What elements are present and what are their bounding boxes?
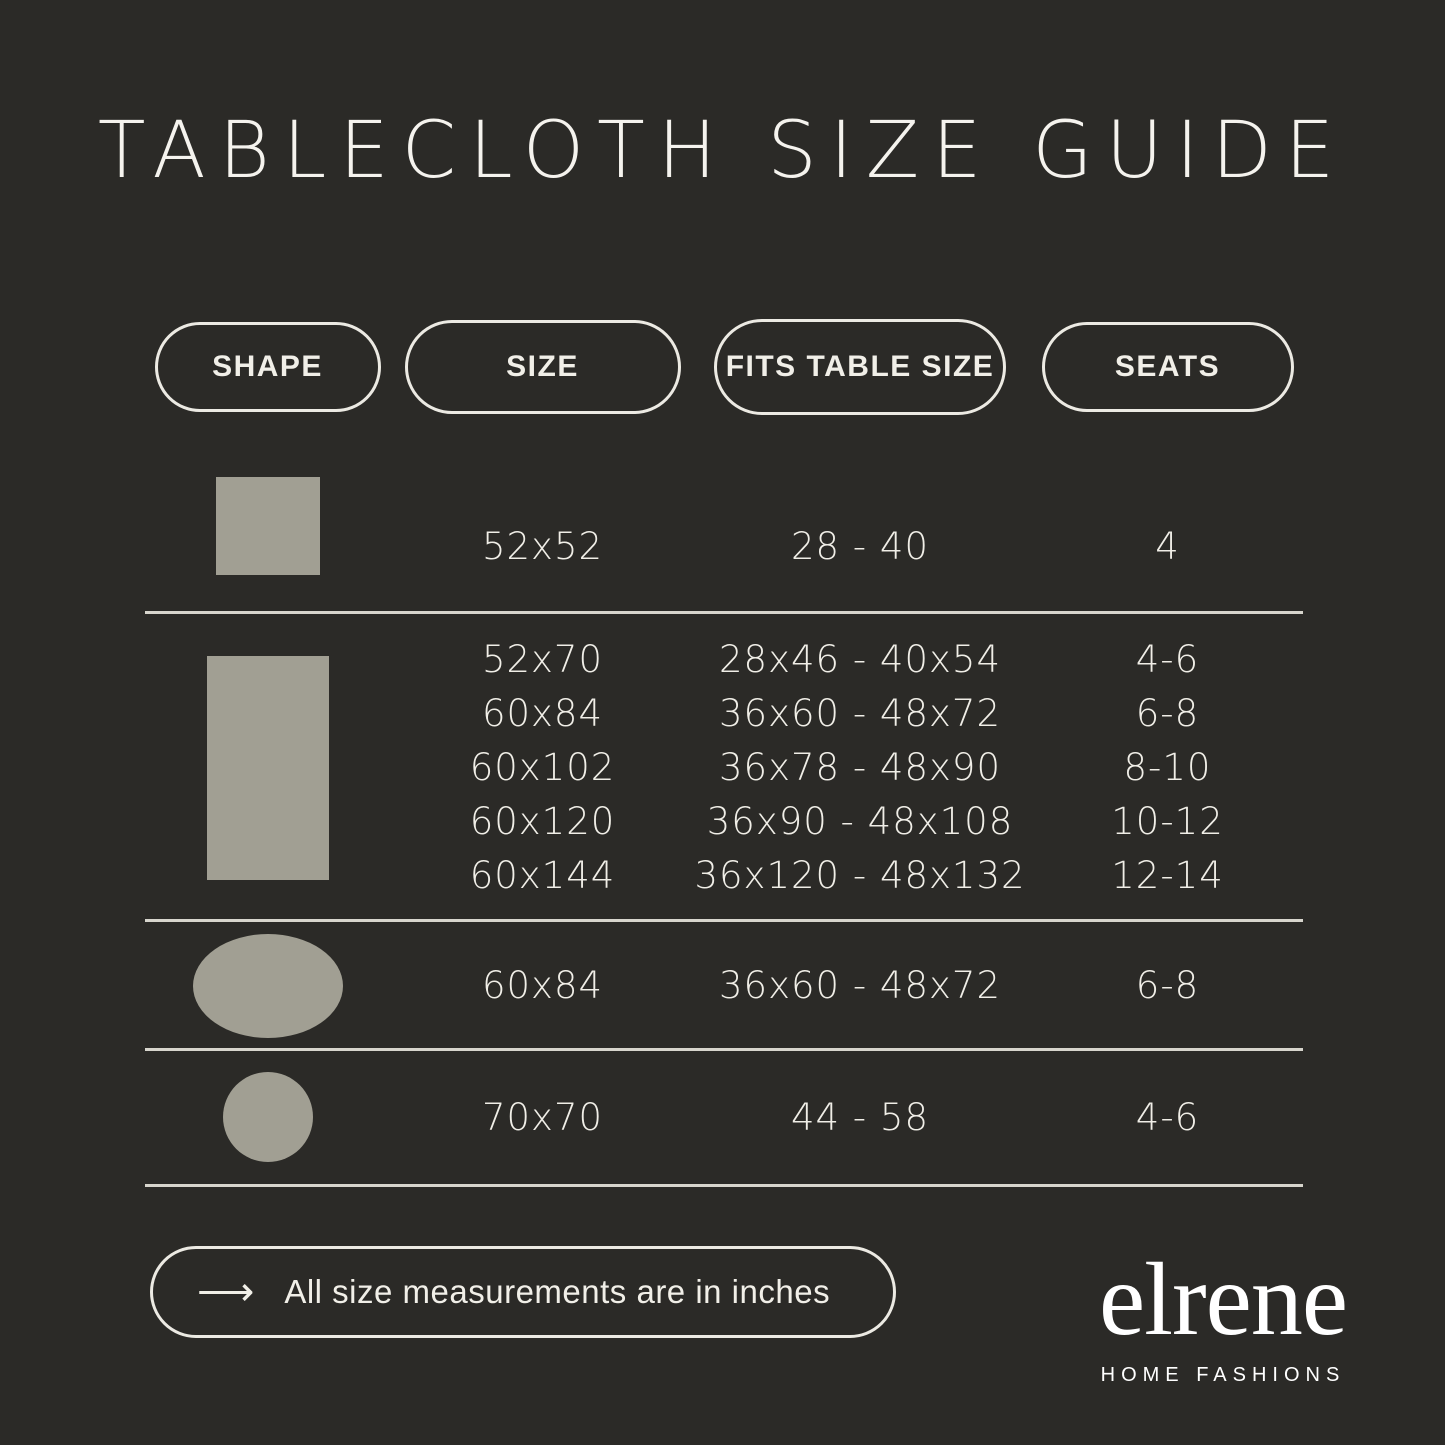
round-fits-value: 44 - 58 xyxy=(790,1095,930,1139)
rectangle-size-value: 52x70 xyxy=(481,637,604,681)
header-label-seats: SEATS xyxy=(1114,350,1221,383)
brand-logo xyxy=(1063,1242,1383,1387)
measurements-note xyxy=(150,1246,896,1338)
rectangle-fits-value: 36x120 - 48x132 xyxy=(694,853,1026,897)
round-shape-icon xyxy=(223,1072,313,1162)
header-pill-fits-table-size xyxy=(714,319,1006,415)
round-seats-value: 4-6 xyxy=(1135,1095,1200,1139)
rectangle-seats-value: 4-6 xyxy=(1135,637,1200,681)
row-divider xyxy=(145,611,1303,614)
header-pill-shape xyxy=(155,322,381,412)
table-row-rectangle xyxy=(145,615,1310,920)
rectangle-seats-value: 6-8 xyxy=(1135,691,1200,735)
rectangle-fits-value: 36x78 - 48x90 xyxy=(719,745,1001,789)
rectangle-fits-values xyxy=(694,633,1025,903)
rectangle-size-value: 60x120 xyxy=(469,799,616,843)
header-label-size: SIZE xyxy=(506,350,579,383)
row-divider xyxy=(145,1184,1303,1187)
oval-seats-value: 6-8 xyxy=(1135,964,1200,1007)
page-title: TABLECLOTH SIZE GUIDE xyxy=(97,106,1348,196)
square-fits-value: 28 - 40 xyxy=(790,524,930,568)
rectangle-fits-value: 28x46 - 40x54 xyxy=(719,637,1001,681)
round-size-value: 70x70 xyxy=(481,1095,604,1139)
header-label-shape: SHAPE xyxy=(212,350,323,383)
header-pill-size xyxy=(405,320,681,414)
header-label-fits-table-size: FITS TABLE SIZE xyxy=(725,350,995,383)
rectangle-shape-icon xyxy=(207,656,329,880)
oval-size-value: 60x84 xyxy=(481,964,604,1007)
table-row-oval xyxy=(145,921,1310,1050)
header-pill-seats xyxy=(1042,322,1294,412)
brand-logo-tagline: HOME FASHIONS xyxy=(1100,1364,1346,1386)
rectangle-seats-value: 12-14 xyxy=(1111,853,1224,897)
table-header-row xyxy=(145,316,1310,418)
rectangle-seats-values xyxy=(1111,633,1224,903)
rectangle-size-value: 60x144 xyxy=(469,853,616,897)
right-arrow-icon: ⟶ xyxy=(197,1269,255,1315)
square-shape-icon xyxy=(216,477,320,575)
rectangle-size-values xyxy=(470,633,616,903)
oval-shape-icon xyxy=(193,934,343,1038)
table-row-round xyxy=(145,1051,1310,1183)
brand-logo-wordmark: elrene xyxy=(1098,1242,1347,1357)
measurements-note-text: All size measurements are in inches xyxy=(284,1273,831,1310)
rectangle-size-value: 60x84 xyxy=(481,691,604,735)
rectangle-seats-value: 10-12 xyxy=(1111,799,1224,843)
oval-fits-value: 36x60 - 48x72 xyxy=(719,964,1001,1007)
rectangle-fits-value: 36x90 - 48x108 xyxy=(706,799,1014,843)
rectangle-fits-value: 36x60 - 48x72 xyxy=(719,691,1001,735)
rectangle-size-value: 60x102 xyxy=(469,745,616,789)
square-size-value: 52x52 xyxy=(481,524,604,568)
square-seats-value: 4 xyxy=(1155,524,1180,568)
table-row-square xyxy=(145,440,1310,612)
rectangle-seats-value: 8-10 xyxy=(1123,745,1212,789)
